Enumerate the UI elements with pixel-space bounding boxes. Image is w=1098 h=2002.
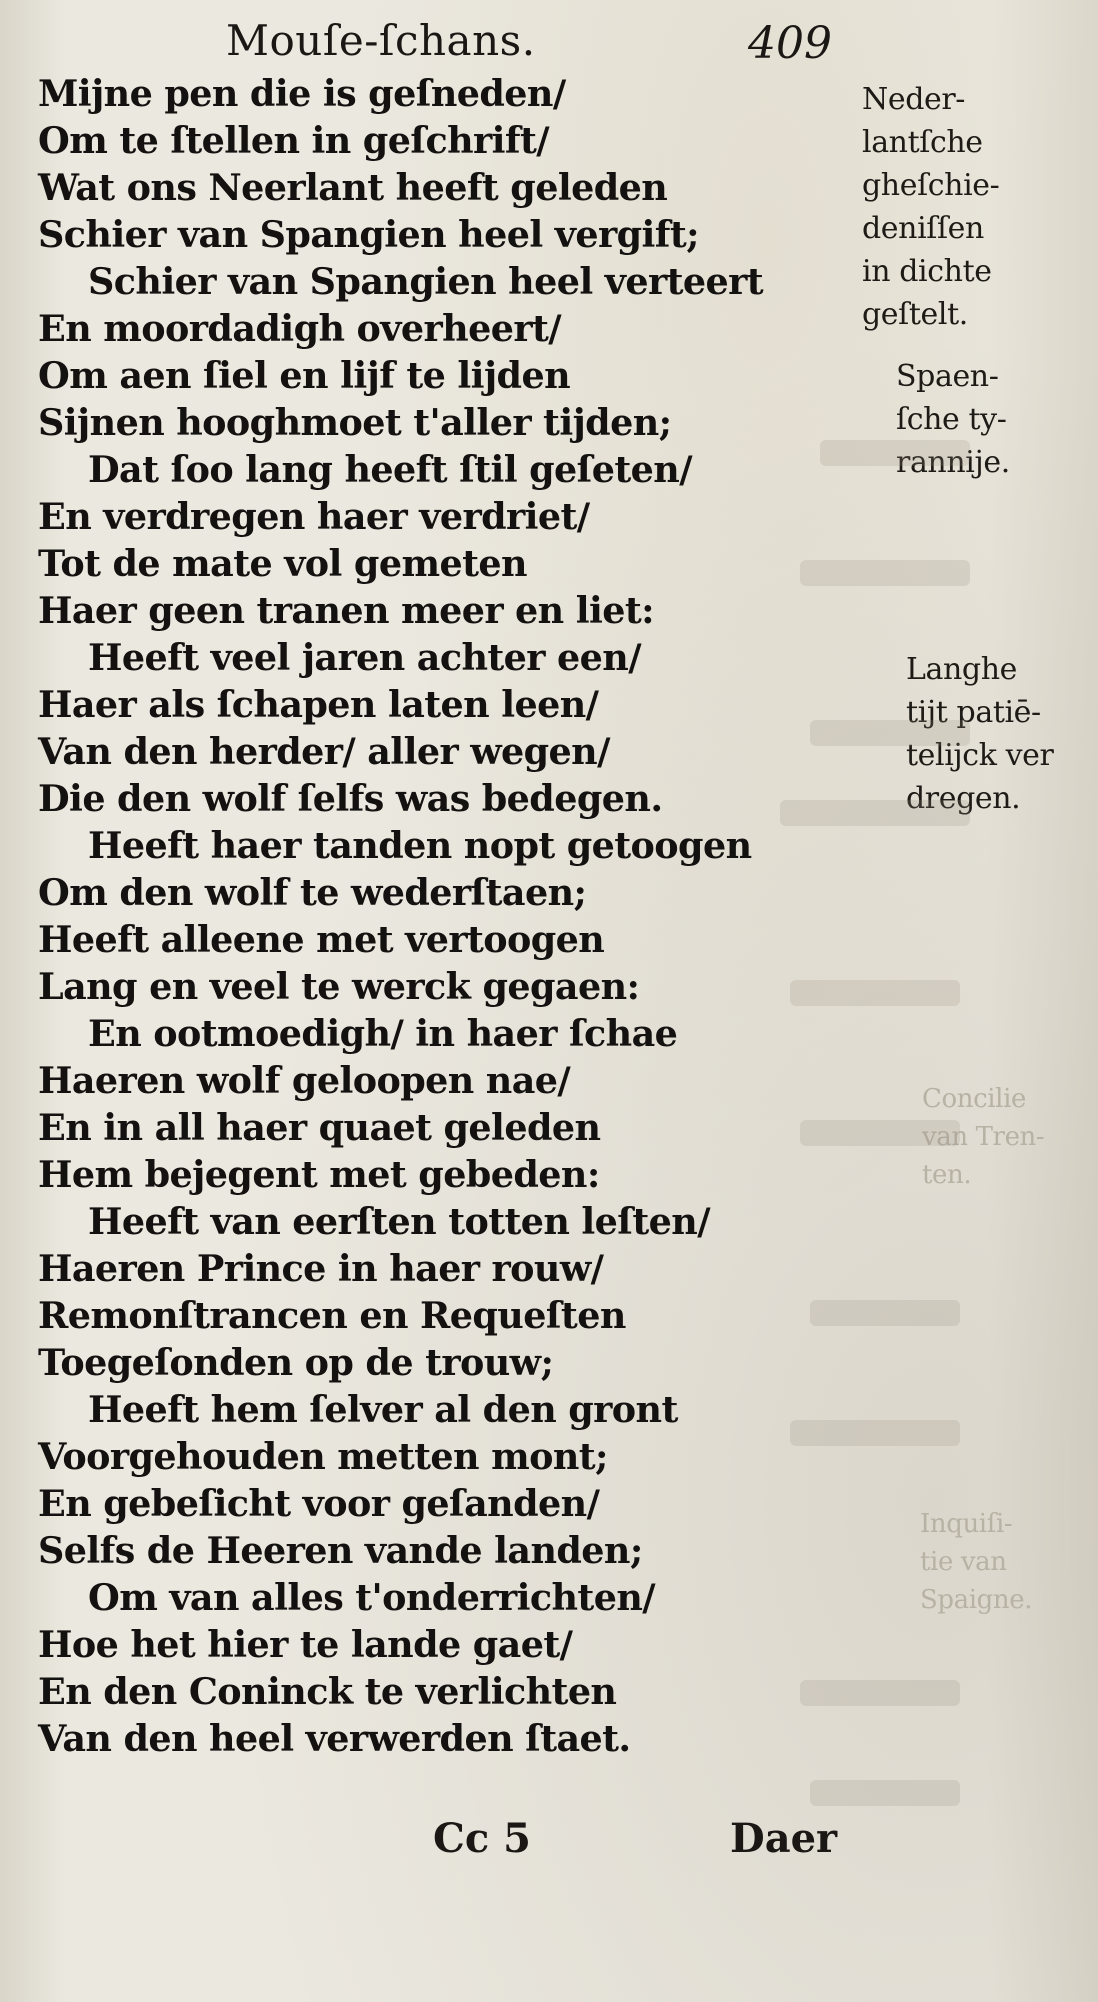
verse-text (38, 70, 858, 1762)
ghost-text (810, 1780, 960, 1806)
verse-line: Haeren Prince in haer rouw/ (38, 1247, 604, 1290)
verse-line: Heeft hem ſelver al den gront (88, 1388, 678, 1431)
verse-line: Heeft veel jaren achter een/ (88, 636, 641, 679)
ghost-text (790, 1420, 960, 1446)
verse-line: Remonſtrancen en Requeſten (38, 1294, 626, 1337)
bleed-through-ink (740, 420, 1080, 1870)
verse-line: Schier van Spangien heel verteert (88, 260, 763, 303)
verse-line: Tot de mate vol gemeten (38, 542, 527, 585)
verse-line: Om te ſtellen in geſchrift/ (38, 119, 550, 162)
verse-line: Lang en veel te werck gegaen: (38, 965, 640, 1008)
verse-line: Haer als ſchapen laten leen/ (38, 683, 599, 726)
ghost-text (820, 440, 970, 466)
verse-line: Dat ſoo lang heeft ſtil geſeten/ (88, 448, 692, 491)
verse-line: En ootmoedigh/ in haer ſchae (88, 1012, 678, 1055)
page-header (0, 8, 1098, 68)
verse-line: Om den wolf te wederſtaen; (38, 871, 587, 914)
verse-line: Om van alles t'onderrichten/ (88, 1576, 655, 1619)
ghost-text (800, 1120, 960, 1146)
verse-line: Toegeſonden op de trouw; (38, 1341, 554, 1384)
page-number: 409 (748, 18, 832, 69)
verse-line: En den Coninck te verlichten (38, 1670, 617, 1713)
ghost-text (780, 800, 970, 826)
running-head: Mouſe-ſchans. (226, 16, 536, 65)
verse-line: Haeren wolf geloopen nae/ (38, 1059, 571, 1102)
ghost-text (810, 1300, 960, 1326)
catchword: Daer (730, 1815, 838, 1862)
verse-line: Mijne pen die is geſneden/ (38, 72, 566, 115)
verse-line: En verdregen haer verdriet/ (38, 495, 590, 538)
verse-line: En gebeſicht voor geſanden/ (38, 1482, 600, 1525)
show-through-note-concilie: Concilie van Tren- ten. (922, 1084, 1045, 1190)
verse-line: Van den heel verwerden ſtaet. (38, 1717, 631, 1760)
verse-line: Sijnen hooghmoet t'aller tijden; (38, 401, 672, 444)
verse-line: Schier van Spangien heel vergift; (38, 213, 700, 256)
verse-line: Heeft alleene met vertoogen (38, 918, 605, 961)
ghost-text (800, 1680, 960, 1706)
ghost-text (790, 980, 960, 1006)
ghost-text (810, 720, 970, 746)
margin-note-spaensche: Spaen- ſche ty- rannije. (896, 359, 1010, 480)
verse-line: Die den wolf ſelfs was bedegen. (38, 777, 663, 820)
page-footer (0, 1815, 1098, 1875)
verse-line: Heeft van eerſten totten leſten/ (88, 1200, 710, 1243)
verse-line: Haer geen tranen meer en liet: (38, 589, 655, 632)
verse-line: Wat ons Neerlant heeft geleden (38, 166, 668, 209)
verse-line: Hem bejegent met gebeden: (38, 1153, 600, 1196)
ghost-text (800, 560, 970, 586)
verse-line: Heeft haer tanden nopt getoogen (88, 824, 752, 867)
verse-line: Om aen ſiel en lijf te lijden (38, 354, 571, 397)
verse-line: Hoe het hier te lande gaet/ (38, 1623, 573, 1666)
verse-line: En in all haer quaet geleden (38, 1106, 601, 1149)
verse-line: Selfs de Heeren vande landen; (38, 1529, 643, 1572)
margin-note-langhe: Langhe tijt patiē- telijck ver dregen. (906, 652, 1054, 816)
verse-line: En moordadigh overheert/ (38, 307, 561, 350)
verse-line: Van den herder/ aller wegen/ (38, 730, 610, 773)
show-through-note-inquisitie: Inquiſi- tie van Spaigne. (920, 1509, 1033, 1615)
signature-mark: Cc 5 (433, 1815, 531, 1862)
verse-line: Voorgehouden metten mont; (38, 1435, 608, 1478)
margin-note-nederlantsche: Neder- lantſche gheſchie- deniſſen in dichte geſtelt. (862, 82, 1000, 332)
